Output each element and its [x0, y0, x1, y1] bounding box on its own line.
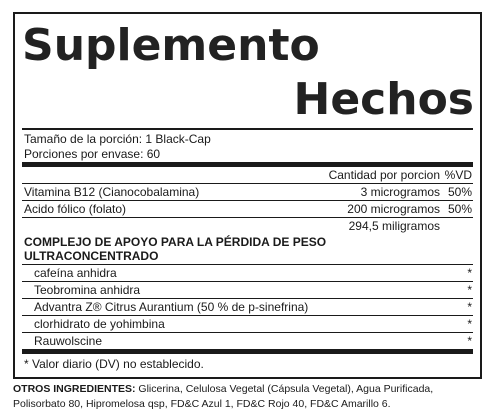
other-ingredients-text: Glicerina, Celulosa Vegetal (Cápsula Vegetal), Agua Purificada, Polisorbato 80, Hipromelosa qsp, FD&C Azul 1, FD&C Rojo 40, FD&C Amarillo 6. [13, 383, 434, 410]
nutrient-dv: 50% [447, 202, 472, 216]
blend-title-cont: ULTRACONCENTRADO [24, 249, 159, 263]
nutrient-amount: 200 microgramos [347, 202, 440, 216]
nutrient-amount: 3 microgramos [360, 185, 440, 199]
row-divider [22, 200, 473, 201]
row-divider [22, 332, 473, 333]
ingredient-name: clorhidrato de yohimbina [34, 317, 165, 331]
nutrient-name: Acido fólico (folato) [24, 202, 127, 216]
other-ingredients [13, 382, 488, 412]
amount-column-header: Cantidad por porcion [328, 168, 440, 182]
ingredient-name: Teobromina anhidra [34, 283, 141, 297]
row-divider [22, 315, 473, 316]
thick-divider [22, 349, 473, 354]
servings-per-container: Porciones por envase: 60 [24, 147, 161, 161]
ingredient-name: cafeína anhidra [34, 266, 117, 280]
title-divider [22, 128, 473, 130]
ingredient-name: Advantra Z® Citrus Aurantium (50 % de p-sinefrina) [34, 300, 309, 314]
other-ingredients-label: OTROS INGREDIENTES: [13, 383, 136, 395]
dv-column-header: %VD [444, 168, 472, 182]
ingredient-dv: * [467, 283, 472, 297]
supplement-facts-panel [13, 12, 482, 379]
title-line-2: Hechos [293, 74, 474, 125]
row-divider [22, 264, 473, 265]
thick-divider [22, 162, 473, 167]
row-divider [22, 183, 473, 184]
ingredient-dv: * [467, 300, 472, 314]
blend-title: COMPLEJO DE APOYO PARA LA PÉRDIDA DE PESO [24, 235, 327, 249]
nutrient-name: Vitamina B12 (Cianocobalamina) [24, 185, 200, 199]
ingredient-dv: * [467, 334, 472, 348]
row-divider [22, 281, 473, 282]
ingredient-name: Rauwolscine [34, 334, 103, 348]
blend-amount: 294,5 miligramos [348, 219, 440, 233]
nutrient-dv: 50% [447, 185, 472, 199]
row-divider [22, 217, 473, 218]
title-line-1: Suplemento [22, 20, 320, 71]
ingredient-dv: * [467, 266, 472, 280]
ingredient-dv: * [467, 317, 472, 331]
serving-size: Tamaño de la porción: 1 Black-Cap [24, 132, 211, 146]
row-divider [22, 298, 473, 299]
footnote: * Valor diario (DV) no establecido. [24, 357, 204, 371]
